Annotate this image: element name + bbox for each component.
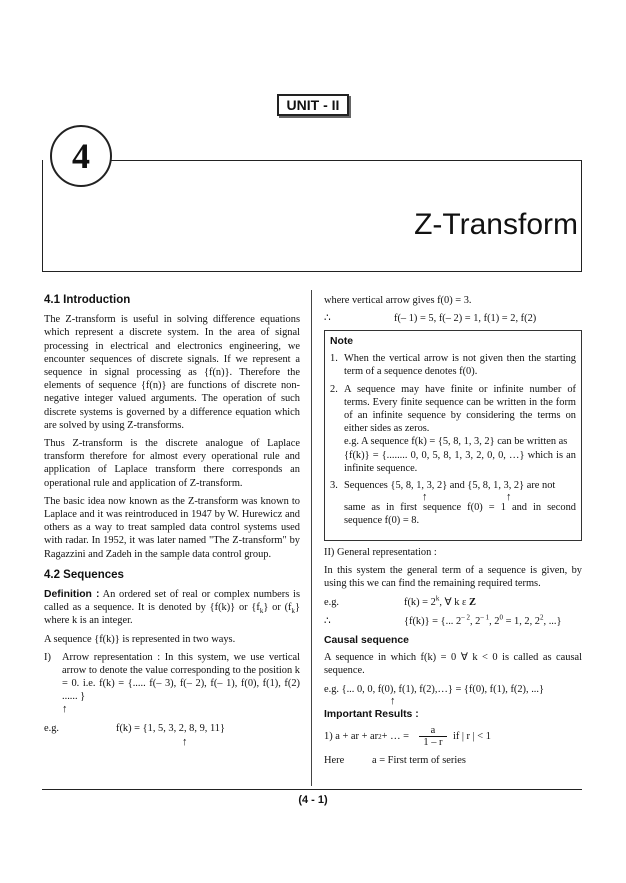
section-heading-sequences: 4.2 Sequences <box>44 568 124 581</box>
result-1-mid: + … = <box>381 730 409 742</box>
definition-label: Definition : <box>44 589 100 601</box>
note-item-2 <box>330 383 576 475</box>
sup-2: 2 <box>540 613 544 622</box>
right-column-top <box>324 294 582 325</box>
item-label: I) <box>44 651 51 663</box>
column-divider <box>311 290 312 786</box>
definition-or: } or (f <box>263 602 292 614</box>
note-title: Note <box>330 336 354 347</box>
note-3-line-a: Sequences {5, 8, 1, 3, 2} and {5, 8, 1, 3, 2} are not <box>344 480 556 492</box>
example-arrow: ↑ <box>182 735 188 748</box>
example-row <box>44 722 300 735</box>
chapter-number: 4 <box>72 136 90 176</box>
subscript-k: k <box>259 607 264 616</box>
arrow-second-sequence: ↑ <box>506 491 512 504</box>
chapter-top-rule <box>96 160 582 161</box>
sup-0: 0 <box>499 613 503 622</box>
important-results-heading: Important Results : <box>324 708 419 720</box>
expansion-d: = 1, 2, 2 <box>502 615 541 627</box>
intro-paragraph-3: The basic idea now known as the Z-transform was known to Laplace and it was reintroduced in 1947 by W. Hurewicz and others as a way to treat sampled data control systems used with radar. In 1952, it was later named "The Z-transform" by Ragazzini and Zadeh in the sample data control group. <box>44 495 300 560</box>
unit-label: UNIT - II <box>277 94 349 116</box>
general-representation-text: In this system the general term of a sequence is given, by using this we can find the remaining required terms. <box>324 565 582 590</box>
expansion-e: , ...} <box>543 615 562 627</box>
note-3-line-b: same as in first sequence f(0) = 1 and in second sequence f(0) = 8. <box>344 502 576 527</box>
superscript-k: k <box>435 594 440 603</box>
integer-set-symbol: Z <box>469 596 476 608</box>
causal-sequence-text: A sequence in which f(k) = 0 ∀ k < 0 is called as causal sequence. <box>324 652 582 677</box>
values-expression: f(– 1) = 5, f(– 2) = 1, f(1) = 2, f(2) <box>394 313 537 325</box>
note-text: A sequence may have finite or infinite number of terms. Every finite sequence can be written in the form of an infinite sequence by considering the terms on either sides as zeros. <box>344 383 576 435</box>
note-number: 2. <box>330 383 338 395</box>
here-label: Here <box>324 755 345 767</box>
note-box <box>324 330 582 541</box>
sup-minus-2: – 2 <box>461 613 470 622</box>
result-1-condition: if | r | < 1 <box>452 730 491 742</box>
note-item-3-body <box>344 479 576 528</box>
representation-intro: A sequence {f(k)} is represented in two ways. <box>44 633 236 645</box>
result-1-lhs: 1) a + ar + ar <box>324 730 379 742</box>
general-representation-title: II) General representation : <box>324 547 437 558</box>
important-result-1: 1) a + ar + ar 2 + … = a 1 – r if | r | < 1 <box>324 725 491 749</box>
intro-paragraph-2: Thus Z-transform is the discrete analogue of Laplace transform therefore for almost every operational rule and application of Laplace transform there corresponds an operational rule and application of Z-transform. <box>44 438 300 489</box>
note-example: e.g. A sequence f(k) = {5, 8, 1, 3, 2} can be written as <box>344 436 568 448</box>
general-expansion-row <box>324 615 582 628</box>
note-infinite-sequence: {f(k)} = {........ 0, 0, 5, 8, 1, 3, 2, 0, 0, …} which is an infinite sequence. <box>344 449 576 474</box>
note-number: 3. <box>330 480 338 492</box>
definition-paragraph <box>44 588 300 628</box>
left-column <box>44 294 300 747</box>
subscript-k-2: k <box>291 607 296 616</box>
fraction-denominator: 1 – r <box>423 737 443 749</box>
arrow-explanation: where vertical arrow gives f(0) = 3. <box>324 295 472 306</box>
note-number: 1. <box>330 353 338 365</box>
here-text: a = First term of series <box>372 755 466 767</box>
values-row <box>324 312 582 325</box>
here-row <box>324 754 582 767</box>
general-example-expr-b: , ∀ k ε <box>439 596 467 608</box>
general-therefore: ∴ <box>324 615 331 627</box>
general-example-label: e.g. <box>324 596 340 608</box>
expansion-b: , 2 <box>469 615 481 627</box>
general-expansion-expr <box>404 615 562 628</box>
item-text: Arrow representation : In this system, we use vertical arrow to denote the value corresponding to the position k = 0. i.e. f(k) = {..... f(– 3), f(– 2), f(– 1), f(0), f(1), f(2) ...... } <box>62 651 300 703</box>
arrow-representation-item <box>44 651 300 704</box>
general-example-row <box>324 596 582 609</box>
general-example-expr-a: f(k) = 2 <box>404 596 436 608</box>
note-item-3 <box>330 479 576 528</box>
chapter-title: Z-Transform <box>414 208 578 241</box>
intro-paragraph-1: The Z-transform is useful in solving difference equations which represent a discrete system. In the area of signal processing in electrical and electronics engineering, we encounter sequences of discrete signals. If we represent a sequence in signal processing as {f(n)}. Therefore the elements of sequence {f(n)} are functions of discrete non-negative integer valued arguments. The operation of such discrete systems is governed by a difference equation which are solved by using Z-transforms. <box>44 314 300 431</box>
zero-position-arrow: ↑ <box>62 702 68 715</box>
general-example-expr <box>404 596 476 609</box>
expansion-a: {f(k)} = {... 2 <box>404 615 462 627</box>
therefore-symbol: ∴ <box>324 313 331 325</box>
result-1-fraction <box>419 725 447 748</box>
definition-tail: } where k is an integer. <box>44 602 301 627</box>
definition-text: An ordered set of real or complex numbers is called as a sequence. It is denoted by {f(k)} or {f <box>44 589 300 614</box>
section-heading-introduction: 4.1 Introduction <box>44 294 131 306</box>
note-item-2-body <box>344 383 576 475</box>
example-expression: f(k) = {1, 5, 3, 2, 8, 9, 11} <box>116 722 225 734</box>
causal-sequence-heading: Causal sequence <box>324 635 409 647</box>
footer-rule <box>42 789 582 790</box>
note-item-1 <box>330 352 576 378</box>
arrow-first-sequence: ↑ <box>422 491 428 504</box>
example-label: e.g. <box>44 722 60 734</box>
arrows-row <box>344 491 576 504</box>
expansion-c: , 2 <box>489 615 500 627</box>
page-number: (4 - 1) <box>298 794 328 806</box>
chapter-number-badge <box>50 125 112 187</box>
causal-example: e.g. {... 0, 0, f(0), f(1), f(2),…} = {f(0), f(1), f(2), ...} <box>324 683 544 695</box>
fraction-numerator: a <box>430 725 436 737</box>
note-text: When the vertical arrow is not given then the starting term of a sequence denotes f(0). <box>344 353 576 378</box>
right-column-bottom <box>324 546 582 767</box>
sup-minus-1: – 1 <box>480 613 490 622</box>
causal-arrow: ↑ <box>390 694 396 707</box>
